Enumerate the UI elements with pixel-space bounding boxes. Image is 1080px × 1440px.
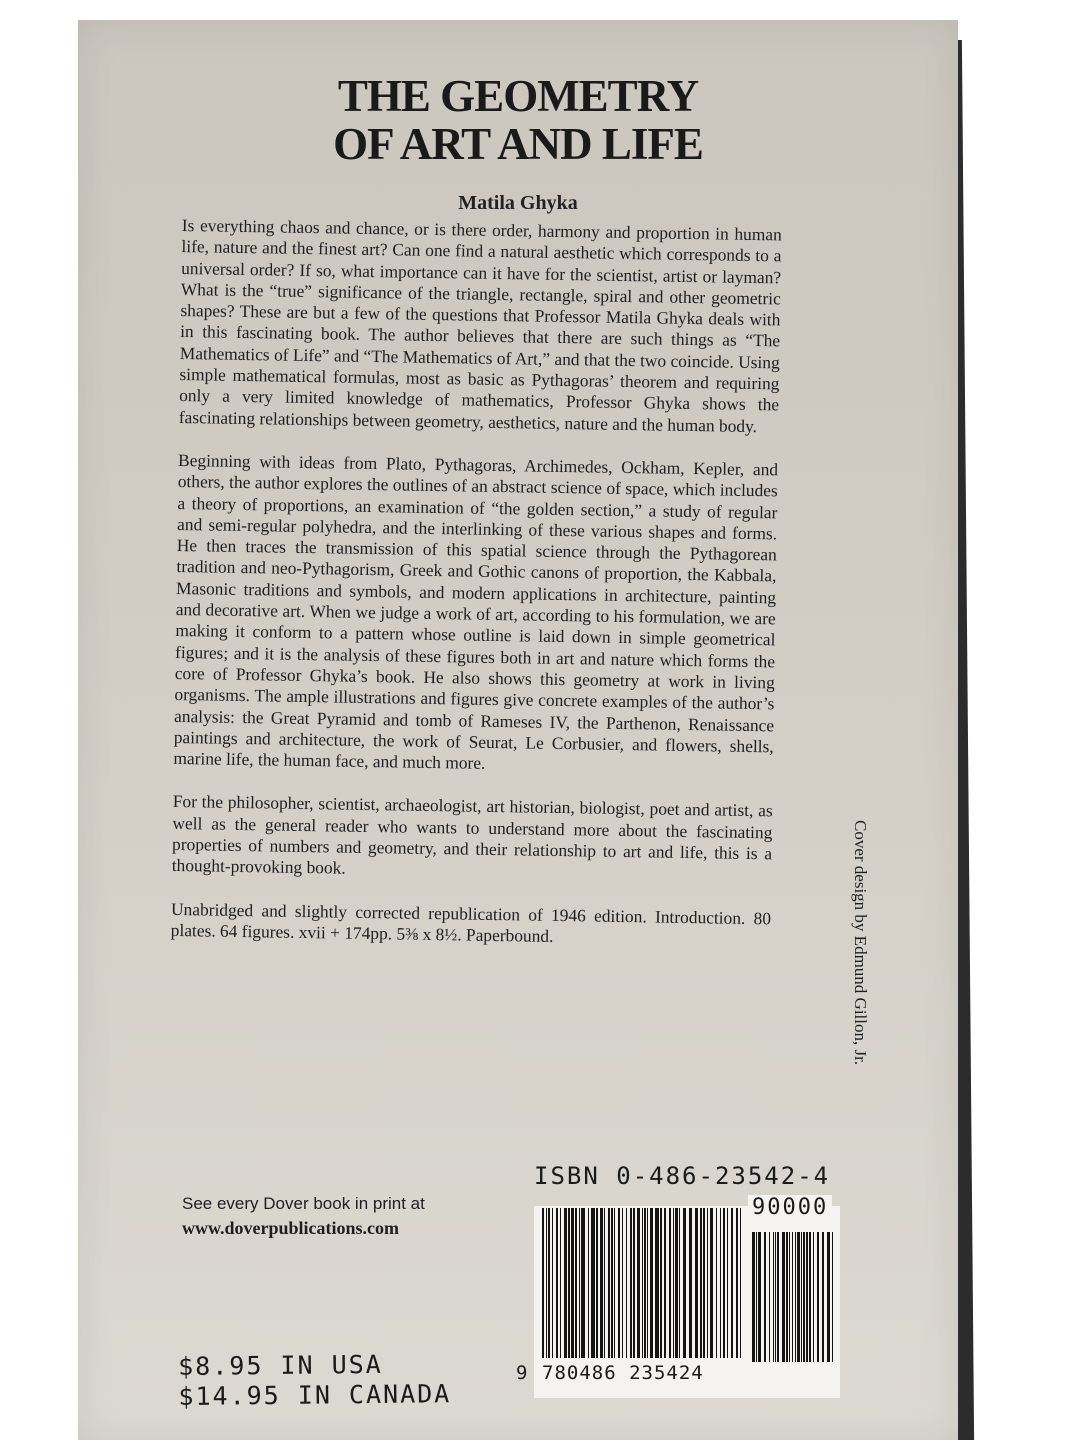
barcode-bar [575, 1208, 577, 1358]
barcode-bar [581, 1208, 585, 1358]
dover-promo [182, 1192, 425, 1240]
barcode-addon-bar [756, 1232, 757, 1362]
barcode-addon-bar [773, 1232, 774, 1362]
barcode-bar [622, 1208, 623, 1358]
barcode-addon-bar [792, 1232, 793, 1362]
barcode-addon-bar [813, 1232, 814, 1362]
barcode-bar [700, 1208, 702, 1358]
book-title [78, 72, 958, 168]
barcode-bar [660, 1208, 662, 1358]
barcode-addon-code: 90000 [748, 1195, 832, 1220]
barcode-bar [633, 1208, 635, 1358]
barcode-bar [608, 1208, 610, 1358]
barcode-addon-bar [795, 1232, 796, 1362]
barcode-bar [720, 1208, 721, 1358]
barcode-addon-bar [822, 1232, 824, 1362]
barcode-bar [588, 1208, 589, 1358]
barcode-bar [579, 1208, 580, 1358]
barcode-addon-bar [801, 1232, 802, 1362]
barcode-addon-bar [777, 1232, 779, 1362]
barcode-bar [548, 1208, 550, 1358]
barcode-addon-bar [806, 1232, 808, 1362]
barcode-addon-bar [769, 1232, 770, 1362]
barcode-bar [564, 1208, 567, 1358]
barcode-bar [679, 1208, 680, 1358]
barcode-bar [637, 1208, 640, 1358]
price-canada: $14.95 IN CANADA [178, 1379, 452, 1411]
barcode-bar [650, 1208, 653, 1358]
barcode-bar [673, 1208, 674, 1358]
barcode-bar [611, 1208, 613, 1358]
blurb-paragraph-1: Is everything chaos and chance, or is there order, harmony and proportion in human life, nature and the finest art? Can one find a natural aesthetic which corresponds to a universal order? If so, what importance can it have for the scientist, artist or layman? What is the “true” significance of the triangle, rectangle, spiral and other geometric shapes? These are but a few of the questions that Professor Matila Ghyka deals with in this fascinating book. The author believes that there are such things as “The Mathematics of Life” and “The Mathematics of Art,” and that the two coincide. Using simple mathematical formulas, most as basic as Pythagoras’ theorem and requiring only a very limited knowledge of mathematics, Professor Ghyka shows the fascinating relationships between geometry, aesthetics, nature and the human body. [178, 215, 782, 436]
barcode-addon-bar [752, 1232, 755, 1362]
barcode-bar [683, 1208, 686, 1358]
barcode-bar [556, 1208, 558, 1358]
barcode-bar [630, 1208, 632, 1358]
ean-digits: 780486 235424 [542, 1362, 704, 1384]
barcode-addon-bar [832, 1232, 833, 1362]
title-block [78, 72, 958, 215]
barcode-bar [664, 1208, 666, 1358]
book-author: Matila Ghyka [458, 192, 578, 214]
barcode-bar [591, 1208, 595, 1358]
barcode-bar [626, 1208, 627, 1358]
barcode-bar [675, 1208, 678, 1358]
barcode-bar [560, 1208, 561, 1358]
barcode-bar [731, 1208, 733, 1358]
ean-prefix-digit: 9 [516, 1362, 528, 1384]
cover-design-credit: Cover design by Edmund Gillon, Jr. [851, 820, 870, 1066]
barcode-addon-bar [775, 1232, 776, 1362]
dover-url: www.doverpublications.com [182, 1218, 400, 1238]
barcode-addon-bar [809, 1232, 811, 1362]
barcode-addon-bar [803, 1232, 805, 1362]
dover-promo-text: See every Dover book in print at [182, 1194, 425, 1213]
barcode-addon-bar [817, 1232, 819, 1362]
barcode-bar [703, 1208, 705, 1358]
book-title-line-1: THE GEOMETRY [337, 71, 699, 121]
barcode-bar [740, 1208, 741, 1358]
barcode-bar [727, 1208, 728, 1358]
barcode-bars [536, 1208, 838, 1368]
barcode-bar [614, 1208, 615, 1358]
isbn: ISBN 0-486-23542-4 [534, 1162, 831, 1190]
publication-info: Unabridged and slightly corrected republication of 1946 edition. Introduction. 80 plates. 64 figures. xvii + 174pp. 5⅜ x 8½. Paperbound. [170, 898, 772, 946]
blurb [170, 215, 782, 973]
barcode-bar [542, 1208, 544, 1358]
barcode-addon-bar [764, 1232, 766, 1362]
barcode-bar [710, 1208, 713, 1358]
barcode-bar [546, 1208, 547, 1358]
barcode-bar [568, 1208, 570, 1358]
barcode-bar [596, 1208, 598, 1358]
barcode-bar [723, 1208, 725, 1358]
barcode-bar [600, 1208, 603, 1358]
barcode-bar [571, 1208, 574, 1358]
barcode-addon-bar [789, 1232, 790, 1362]
price-usa: $8.95 IN USA [178, 1349, 383, 1381]
price-sticker [178, 1349, 451, 1412]
barcode-addon-bar [797, 1232, 800, 1362]
barcode-bar [618, 1208, 620, 1358]
barcode-bar [647, 1208, 648, 1358]
barcode-addon-bar [827, 1232, 830, 1362]
barcode-bar [716, 1208, 717, 1358]
barcode-addon-bar [782, 1232, 785, 1362]
blurb-paragraph-3: For the philosopher, scientist, archaeologist, art historian, biologist, poet and artist, as well as the general reader who wants to understand more about the fascinating properties of numbers and geometry, and their relationship to art and life, this is a thought-provoking book. [171, 791, 773, 878]
barcode-bar [707, 1208, 708, 1358]
barcode-bar [642, 1208, 643, 1358]
barcode-addon-bar [786, 1232, 788, 1362]
barcode-bar [736, 1208, 738, 1358]
book-title-line-2: OF ART AND LIFE [333, 119, 703, 169]
barcode-bar [669, 1208, 671, 1358]
barcode-bar [552, 1208, 553, 1358]
blurb-paragraph-2: Beginning with ideas from Plato, Pythagoras, Archimedes, Ockham, Kepler, and others, the author explores the outlines of an abstract science of space, which includes a theory of proportions, an examination of “the golden section,” a study of regular and semi-regular polyhedra, and the interlinking of these various shapes and forms. He then traces the transmission of this spatial science through the Pythagorean tradition and neo-Pythagorism, Greek and Gothic canons of proportion, the Kabbala, Masonic traditions and symbols, and modern applications in architecture, painting and decorative art. When we judge a work of art, according to his formulation, we are making it conform to a pattern whose outline is laid down in simple geometrical figures; and it is the analysis of these figures both in art and nature which forms the core of Professor Ghyka’s book. He also shows this geometry at work in living organisms. The ample illustrations and figures give concrete examples of the author’s analysis: the Great Pyramid and tomb of Rameses IV, the Parthenon, Renaissance paintings and architecture, the work of Seurat, Le Corbusier, and flowers, shells, marine life, the human face, and much more. [173, 449, 779, 773]
barcode-addon-bar [758, 1232, 761, 1362]
barcode-bar [655, 1208, 659, 1358]
barcode-bar [695, 1208, 698, 1358]
barcode-bar [689, 1208, 692, 1358]
barcode-bar [604, 1208, 605, 1358]
barcode-bar [644, 1208, 646, 1358]
